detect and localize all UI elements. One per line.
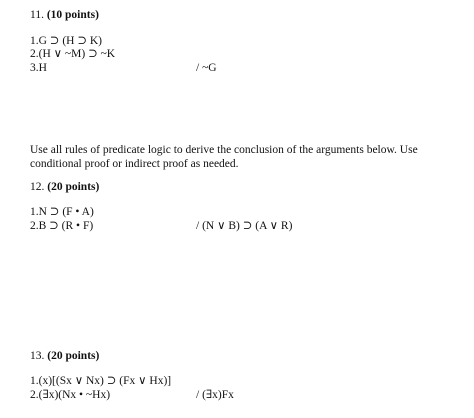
problem-13-points: (20 points) (47, 350, 100, 362)
problem-13-conclusion: / (∃x)Fx (196, 389, 234, 401)
problem-12-conclusion: / (N ∨ B) ⊃ (A ∨ R) (196, 220, 293, 232)
problem-11-conclusion: / ~G (196, 62, 217, 74)
problem-11-points: (10 points) (46, 9, 99, 21)
problem-12-points: (20 points) (47, 181, 100, 193)
problem-11-premise-2: 2.(H ∨ ~M) ⊃ ~K (30, 48, 116, 60)
problem-13-number: 13. (30, 350, 45, 362)
problem-12-premise-1: 1.N ⊃ (F • A) (30, 206, 94, 218)
problem-11-premise-3: 3.H (30, 62, 47, 74)
problem-11-number: 11. (30, 9, 44, 21)
problem-12-premise-2: 2.B ⊃ (R • F) (30, 220, 94, 232)
problem-11-premise-1: 1.G ⊃ (H ⊃ K) (30, 35, 102, 47)
problem-11-heading (30, 9, 99, 23)
problem-12-number: 12. (30, 181, 45, 193)
problem-13-premise-1: 1.(x)[(Sx ∨ Nx) ⊃ (Fx ∨ Hx)] (30, 375, 172, 387)
problem-12-heading (30, 181, 99, 195)
problem-13-premise-2: 2.(∃x)(Nx • ~Hx) (30, 389, 111, 401)
problem-13-heading (30, 350, 99, 364)
instructions-text: Use all rules of predicate logic to derive the conclusion of the arguments below. Use conditional proof or indirect proof as needed. (30, 144, 418, 170)
